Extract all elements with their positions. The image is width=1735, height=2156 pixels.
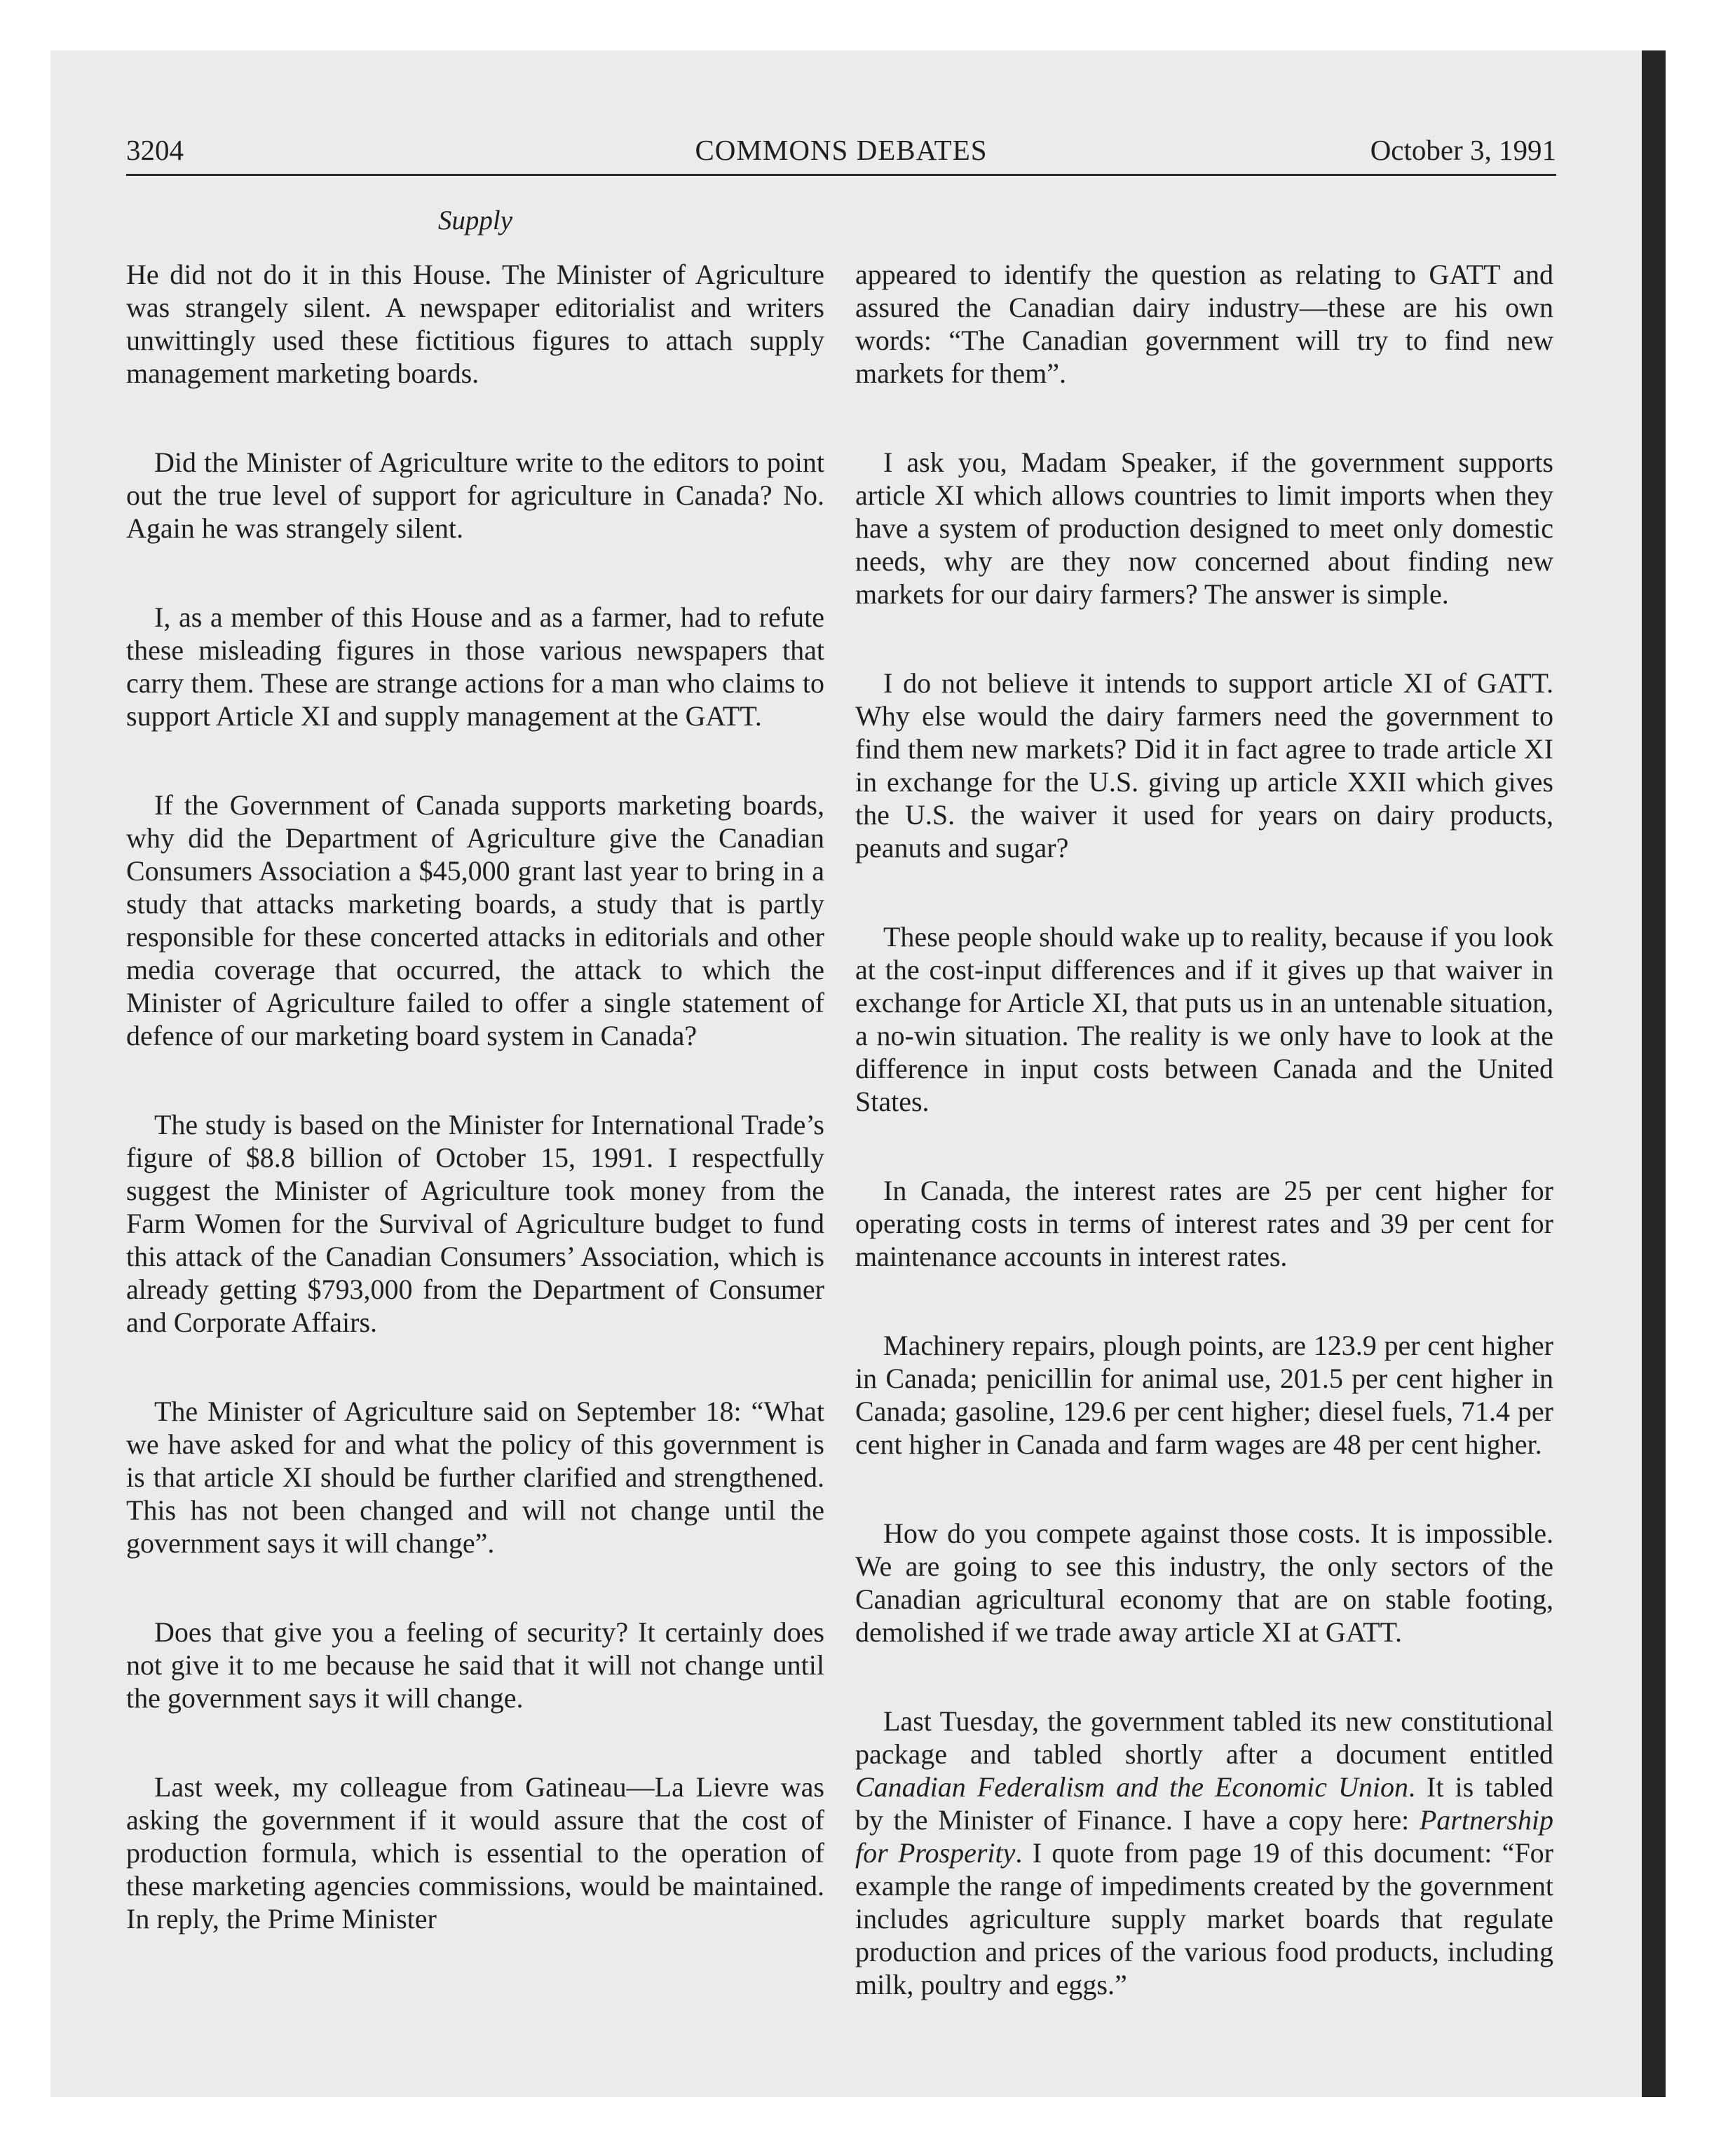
page-header bbox=[126, 130, 1556, 172]
paragraph: If the Government of Canada supports marketing boards, why did the Department of Agriculture give the Canadian Consumers Association a $45,000 grant last year to bring in a study that attacks marketing boards, a study that is partly responsible for these concerted attacks in editorials and other media coverage that occurred, the attack to which the Minister of Agriculture failed to offer a single statement of defence of our marketing board system in Canada? bbox=[126, 789, 824, 1051]
paragraph: He did not do it in this House. The Minister of Agriculture was strangely silent. A newspaper editorialist and writers unwittingly used these fictitious figures to attach supply management marketing boards. bbox=[126, 259, 824, 389]
paragraph: How do you compete against those costs. It is impossible. We are going to see this industry, the only sectors of the Canadian agricultural economy that are on stable footing, demolished if we trade away article XI at GATT. bbox=[855, 1517, 1553, 1648]
paragraph: appeared to identify the question as relating to GATT and assured the Canadian dairy industry—these are his own words: “The Canadian government will try to find new markets for them”. bbox=[855, 259, 1553, 389]
issue-date: October 3, 1991 bbox=[1370, 134, 1556, 166]
paragraph: Does that give you a feeling of security? It certainly does not give it to me because he said that it will not change until the government says it will change. bbox=[126, 1616, 824, 1714]
paragraph: These people should wake up to reality, because if you look at the cost-input differences and if it gives up that waiver in exchange for Article XI, that puts us in an untenable situation, a no-win situation. The reality is we only have to look at the difference in input costs between Canada and the United States. bbox=[855, 921, 1554, 1117]
paragraph-text: . It is tabled by the Minister of Finance. I have a copy here: bbox=[855, 1771, 1553, 1836]
section-title: Supply bbox=[437, 205, 513, 236]
document-title: Partnership for Prosperity bbox=[855, 1804, 1553, 1869]
paragraph: The study is based on the Minister for International Trade’s figure of $8.8 billion of October 15, 1991. I respectfully suggest the Minister of Agriculture took money from the Farm Women for the Survival of Agriculture budget to fund this attack of the Canadian Consumers’ Association, which is already getting $793,000 from the Department of Consumer and Corporate Affairs. bbox=[126, 1109, 824, 1338]
right-column bbox=[855, 258, 1553, 2057]
paragraph: Did the Minister of Agriculture write to the editors to point out the true level of support for agriculture in Canada? No. Again he was strangely silent. bbox=[126, 446, 824, 544]
paragraph-text: . I quote from page 19 of this document: “For example the range of impediments created by the government includes agriculture supply market boards that regulate production and prices of the various food products, including milk, poultry and eggs.” bbox=[855, 1837, 1554, 2000]
scan-edge-shadow bbox=[1642, 50, 1666, 2097]
paragraph: I ask you, Madam Speaker, if the government supports article XI which allows countries to limit imports when they have a system of production designed to meet only domestic needs, why are they now concerned about finding new markets for our dairy farmers? The answer is simple. bbox=[855, 446, 1553, 610]
paragraph: The Minister of Agriculture said on September 18: “What we have asked for and what the policy of this government is is that article XI should be further clarified and strengthened. This has not been changed and will not change until the government says it will change”. bbox=[126, 1396, 824, 1559]
header-rule bbox=[126, 174, 1556, 176]
paragraph-text: Last Tuesday, the government tabled its new constitutional package and tabled shortly after a document entitled bbox=[855, 1705, 1553, 1770]
publication-title: COMMONS DEBATES bbox=[695, 134, 988, 166]
paragraph bbox=[855, 1705, 1553, 2001]
paragraph: I, as a member of this House and as a farmer, had to refute these misleading figures in those various newspapers that carry them. These are strange actions for a man who claims to support Article XI and supply management at the GATT. bbox=[126, 601, 824, 732]
document-title: Canadian Federalism and the Economic Union bbox=[855, 1771, 1409, 1803]
left-column bbox=[126, 258, 824, 1991]
paragraph: Machinery repairs, plough points, are 123.9 per cent higher in Canada; penicillin for animal use, 201.5 per cent higher in Canada; gasoline, 129.6 per cent higher; diesel fuels, 71.4 per cent higher in Canada and farm wages are 48 per cent higher. bbox=[855, 1330, 1553, 1460]
paragraph: In Canada, the interest rates are 25 per cent higher for operating costs in terms of interest rates and 39 per cent for maintenance accounts in interest rates. bbox=[855, 1175, 1553, 1272]
page-number: 3204 bbox=[126, 134, 184, 166]
paragraph: Last week, my colleague from Gatineau—La Lievre was asking the government if it would assure that the cost of production formula, which is essential to the operation of these marketing agencies commissions, would be maintained. In reply, the Prime Minister bbox=[126, 1771, 824, 1935]
paragraph: I do not believe it intends to support article XI of GATT. Why else would the dairy farmers need the government to find them new markets? Did it in fact agree to trade article XI in exchange for the U.S. giving up article XXII which gives the U.S. the waiver it used for years on dairy products, peanuts and sugar? bbox=[855, 667, 1553, 864]
